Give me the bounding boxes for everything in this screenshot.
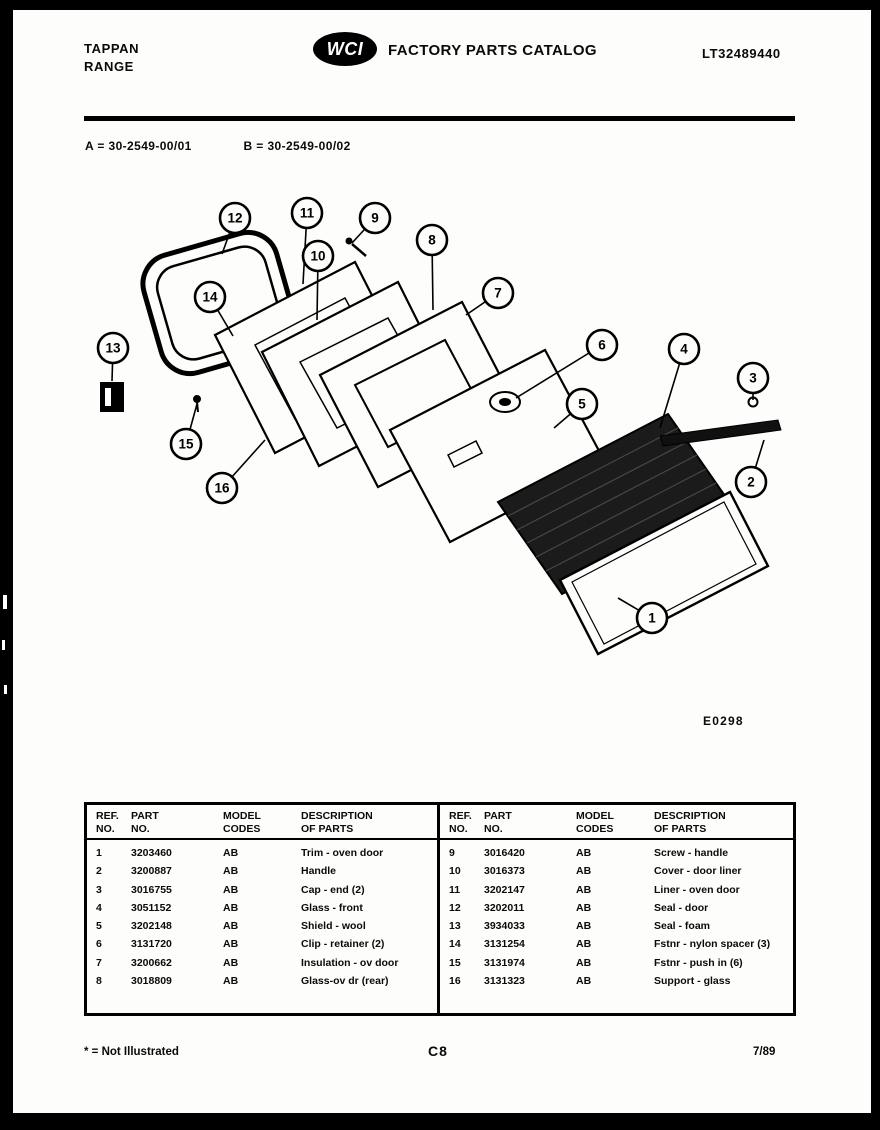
model-codes-cell: AB	[223, 974, 239, 987]
col-header-line: NO.	[96, 822, 115, 835]
table-row	[87, 918, 437, 936]
brand-block	[84, 40, 139, 75]
model-codes-cell: AB	[223, 883, 239, 896]
table-row	[87, 839, 437, 863]
model-b: B = 30-2549-00/02	[243, 139, 351, 153]
table-row	[440, 900, 793, 918]
model-codes-cell: AB	[576, 901, 592, 914]
description-cell: Shield - wool	[301, 920, 366, 933]
col-header-description	[652, 805, 793, 839]
col-header-part-no	[482, 805, 574, 839]
brand-line-1: TAPPAN	[84, 41, 140, 56]
foam-seal-shape	[100, 382, 124, 412]
callout-number-4: 4	[680, 341, 688, 357]
ref-no-cell: 13	[449, 920, 461, 933]
part-no-cell: 3131254	[484, 938, 525, 951]
table-row	[87, 936, 437, 954]
model-codes-cell: AB	[223, 847, 239, 860]
table-row	[440, 955, 793, 973]
table-row	[87, 955, 437, 973]
ref-no-cell: 10	[449, 865, 461, 878]
col-header-model-codes	[574, 805, 652, 839]
ref-no-cell: 12	[449, 901, 461, 914]
col-header-line: CODES	[223, 822, 261, 835]
description-cell: Cover - door liner	[654, 865, 742, 878]
description-cell: Cap - end (2)	[301, 883, 365, 896]
ref-no-cell: 2	[96, 865, 102, 878]
ref-no-cell: 5	[96, 920, 102, 933]
table-row	[87, 900, 437, 918]
scan-edge-left	[0, 0, 13, 1130]
parts-table-right-body	[440, 839, 793, 991]
col-header-ref-no	[440, 805, 482, 839]
callout-number-1: 1	[648, 610, 656, 626]
model-codes-cell: AB	[576, 920, 592, 933]
description-cell: Handle	[301, 865, 337, 878]
scan-edge-top	[0, 0, 880, 10]
handle-cap-hole-shape	[499, 398, 511, 406]
description-cell: Glass - front	[301, 901, 363, 914]
col-header-line: CODES	[576, 822, 614, 835]
date-code: 7/89	[753, 1046, 776, 1058]
model-codes-cell: AB	[223, 956, 239, 969]
callout-number-13: 13	[105, 340, 121, 356]
part-no-cell: 3051152	[131, 901, 172, 914]
part-no-cell: 3202148	[131, 920, 172, 933]
document-number: LT32489440	[702, 46, 781, 61]
ref-no-cell: 8	[96, 974, 102, 987]
push-fastener-shape	[194, 396, 201, 413]
parts-table-left	[87, 805, 437, 991]
callout-number-15: 15	[178, 436, 194, 452]
description-cell: Support - glass	[654, 974, 731, 987]
ref-no-cell: 9	[449, 847, 455, 860]
description-cell: Clip - retainer (2)	[301, 938, 385, 951]
description-cell: Seal - foam	[654, 920, 711, 933]
col-header-part-no	[129, 805, 221, 839]
ref-no-cell: 3	[96, 883, 102, 896]
part-no-cell: 3131323	[484, 974, 525, 987]
col-header-line: NO.	[131, 822, 150, 835]
table-row	[87, 863, 437, 881]
ref-no-cell: 16	[449, 974, 461, 987]
model-codes-cell: AB	[223, 938, 239, 951]
description-cell: Glass-ov dr (rear)	[301, 974, 389, 987]
ref-no-cell: 11	[449, 883, 461, 896]
scan-noise	[4, 685, 7, 694]
callout-number-3: 3	[749, 370, 757, 386]
catalog-title: FACTORY PARTS CATALOG	[388, 42, 597, 59]
not-illustrated-note: * = Not Illustrated	[84, 1046, 179, 1058]
part-no-cell: 3200887	[131, 865, 172, 878]
callout-number-7: 7	[494, 285, 502, 301]
callout-number-6: 6	[598, 337, 606, 353]
part-no-cell: 3016755	[131, 883, 172, 896]
table-row	[440, 863, 793, 881]
part-no-cell: 3202011	[484, 901, 525, 914]
part-no-cell: 3202147	[484, 883, 525, 896]
col-header-line: NO.	[449, 822, 468, 835]
col-header-line: REF.	[96, 810, 119, 822]
description-cell: Fstnr - push in (6)	[654, 956, 743, 969]
parts-table-left-half	[87, 805, 440, 1013]
parts-table-left-header	[87, 805, 437, 839]
model-codes-cell: AB	[576, 938, 592, 951]
parts-table-right	[440, 805, 793, 991]
col-header-line: MODEL	[223, 810, 261, 822]
description-cell: Seal - door	[654, 901, 709, 914]
col-header-model-codes	[221, 805, 299, 839]
callout-number-8: 8	[428, 232, 436, 248]
table-row	[440, 882, 793, 900]
col-header-line: MODEL	[576, 810, 614, 822]
part-no-cell: 3016373	[484, 865, 525, 878]
model-codes-cell: AB	[576, 883, 592, 896]
callout-number-5: 5	[578, 396, 586, 412]
part-no-cell: 3203460	[131, 847, 172, 860]
table-row	[440, 839, 793, 863]
table-row	[440, 973, 793, 991]
ref-no-cell: 14	[449, 938, 461, 951]
page-code: C8	[428, 1043, 448, 1059]
ref-no-cell: 7	[96, 956, 102, 969]
table-row	[440, 936, 793, 954]
parts-table-left-body	[87, 839, 437, 991]
callout-number-10: 10	[310, 248, 326, 264]
description-cell: Trim - oven door	[301, 847, 384, 860]
part-no-cell: 3131974	[484, 956, 525, 969]
scan-edge-bottom	[0, 1113, 880, 1130]
parts-table	[84, 802, 796, 1016]
ref-no-cell: 1	[96, 847, 102, 860]
model-codes-cell: AB	[223, 865, 239, 878]
parts-table-right-half	[440, 805, 793, 1013]
brand-line-2: RANGE	[84, 58, 134, 74]
description-cell: Fstnr - nylon spacer (3)	[654, 938, 771, 951]
parts-table-right-header	[440, 805, 793, 839]
ref-no-cell: 4	[96, 901, 102, 914]
model-codes-cell: AB	[576, 847, 592, 860]
ref-no-cell: 6	[96, 938, 102, 951]
part-no-cell: 3016420	[484, 847, 525, 860]
model-codes-cell: AB	[223, 920, 239, 933]
model-codes-cell: AB	[576, 956, 592, 969]
col-header-line: OF PARTS	[301, 822, 354, 835]
part-no-cell: 3131720	[131, 938, 172, 951]
figure-code: E0298	[703, 714, 744, 728]
col-header-line: OF PARTS	[654, 822, 707, 835]
col-header-line: DESCRIPTION	[301, 810, 373, 822]
description-cell: Insulation - ov door	[301, 956, 399, 969]
table-row	[87, 882, 437, 900]
handle-screw-shape	[346, 238, 366, 256]
model-numbers-line	[85, 139, 351, 153]
model-codes-cell: AB	[576, 974, 592, 987]
model-codes-cell: AB	[576, 865, 592, 878]
table-row	[87, 973, 437, 991]
model-codes-cell: AB	[223, 901, 239, 914]
scan-edge-right	[871, 0, 880, 1130]
col-header-line: PART	[131, 810, 159, 822]
header-rule	[84, 116, 795, 121]
col-header-ref-no	[87, 805, 129, 839]
col-header-description	[299, 805, 437, 839]
description-cell: Liner - oven door	[654, 883, 740, 896]
callout-number-14: 14	[202, 289, 218, 305]
part-no-cell: 3934033	[484, 920, 525, 933]
part-no-cell: 3018809	[131, 974, 172, 987]
scan-noise	[3, 595, 7, 609]
callout-number-11: 11	[299, 205, 315, 221]
col-header-line: REF.	[449, 810, 472, 822]
col-header-line: DESCRIPTION	[654, 810, 726, 822]
ref-no-cell: 15	[449, 956, 461, 969]
wci-logo	[313, 32, 377, 66]
col-header-line: PART	[484, 810, 512, 822]
callout-number-16: 16	[214, 480, 230, 496]
part-no-cell: 3200662	[131, 956, 172, 969]
exploded-view-diagram	[0, 160, 880, 740]
description-cell: Screw - handle	[654, 847, 729, 860]
callout-number-9: 9	[371, 210, 379, 226]
scan-noise	[2, 640, 5, 650]
callout-number-12: 12	[227, 210, 243, 226]
model-a: A = 30-2549-00/01	[85, 139, 192, 153]
col-header-line: NO.	[484, 822, 503, 835]
callout-number-2: 2	[747, 474, 755, 490]
table-row	[440, 918, 793, 936]
wci-logo-text: WCI	[326, 38, 364, 59]
